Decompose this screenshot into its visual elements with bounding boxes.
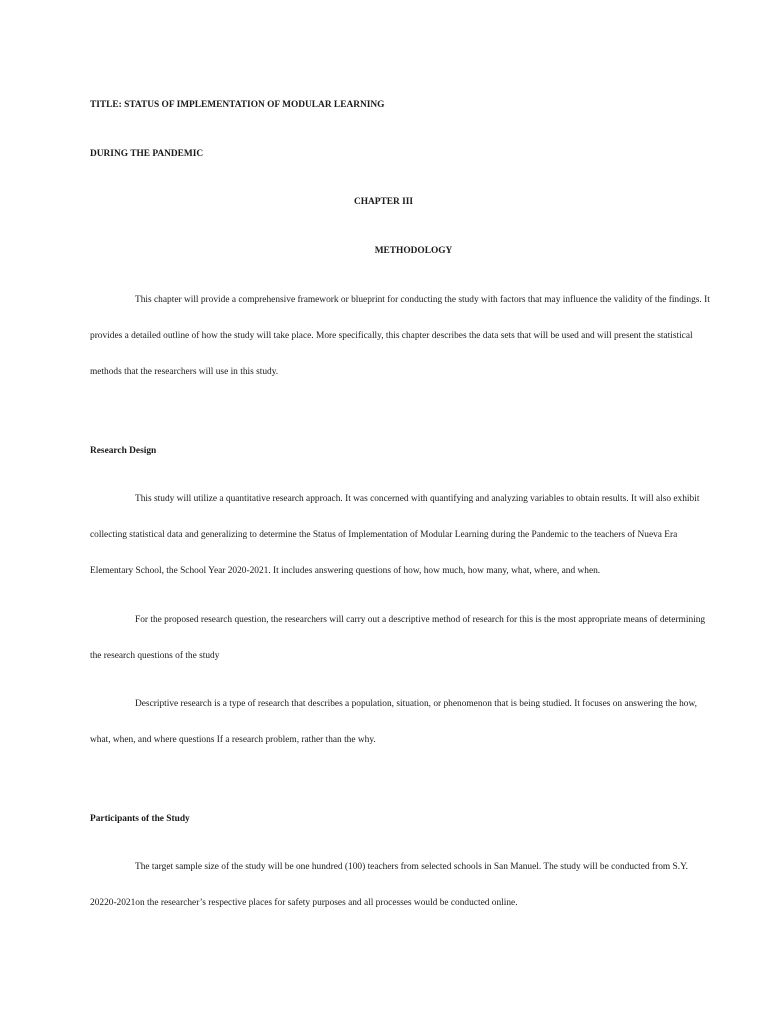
chapter-title: METHODOLOGY	[374, 246, 453, 256]
title-line-2: DURING THE PANDEMIC	[90, 149, 204, 159]
research-design-p2-line-2: the research questions of the study	[90, 651, 220, 661]
intro-line-1: This chapter will provide a comprehensive framework or blueprint for conducting the study with factors that may influence the validity of the findings. It	[135, 295, 710, 305]
title-line-1: TITLE: STATUS OF IMPLEMENTATION OF MODULAR LEARNING	[90, 100, 385, 110]
research-design-p1-line-3: Elementary School, the School Year 2020-2021. It includes answering questions of how, how much, how many, what, where, and when.	[90, 566, 601, 576]
research-design-p1-line-2: collecting statistical data and generalizing to determine the Status of Implementation of Modular Learning during the Pandemic to the teachers of Nueva Era	[90, 530, 678, 540]
research-design-p2-line-1: For the proposed research question, the researchers will carry out a descriptive method of research for this is the most appropriate means of determining	[135, 615, 706, 625]
participants-p1-line-1: The target sample size of the study will be one hundred (100) teachers from selected schools in San Manuel. The study will be conducted from S.Y.	[135, 862, 688, 872]
research-design-p3-line-2: what, when, and where questions If a research problem, rather than the why.	[90, 735, 376, 745]
research-design-p3-line-1: Descriptive research is a type of research that describes a population, situation, or phenomenon that is being studied. It focuses on answering the how,	[135, 699, 697, 709]
research-design-heading: Research Design	[90, 446, 157, 456]
intro-line-2: provides a detailed outline of how the study will take place. More specifically, this chapter describes the data sets that will be used and will present the statistical	[90, 331, 693, 341]
intro-line-3: methods that the researchers will use in this study.	[90, 367, 279, 377]
research-design-p1-line-1: This study will utilize a quantitative research approach. It was concerned with quantifying and analyzing variables to obtain results. It will also exhibit	[135, 494, 700, 504]
participants-p1-line-2: 20220-2021on the researcher’s respective places for safety purposes and all processes would be conducted online.	[90, 898, 518, 908]
participants-heading: Participants of the Study	[90, 814, 190, 824]
chapter-number: CHAPTER III	[353, 197, 414, 207]
